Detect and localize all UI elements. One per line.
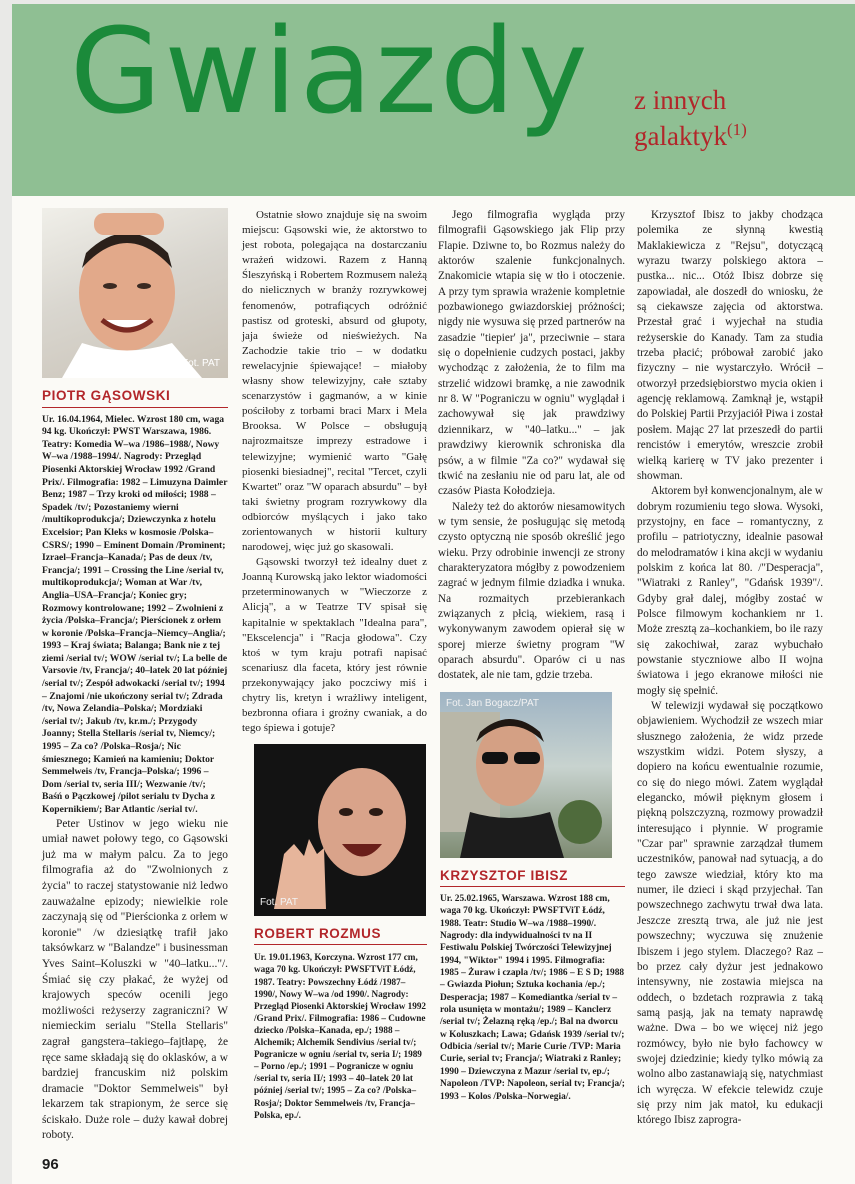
- name-gasowski: PIOTR GĄSOWSKI: [42, 388, 228, 408]
- text-c3-p2: Należy też do aktorów niesamowitych w tym sensie, że posługując się metodą czysto optyczną nie sposób określić jego wieku. Przy odrobinie inwencji ze strony charakteryzatora mógłby z powodzeniem zagrać w jednym filmie dziadka i wnuka. Na rozmaitych przebierankach związanych z płcią, wiekiem, rasą i wykonywanym zawodem opierał się w sporej mierze świetny program "W oparach absurdu". Oparów ci u nas dostatek, ale nie tam, gdzie trzeba.: [438, 500, 625, 682]
- text-c2-p1: Ostatnie słowo znajduje się na swoim miejscu: Gąsowski wie, że aktorstwo to jest robota, polegająca na dostarczaniu wrażeń widzowi. Razem z Hanną Śleszyńską i Robertem Rozmusem należą do nielicznych w branży rozrywkowej fenomenów, potrafiących odróżnić pastisz od groteski, absurd od głupoty, jaja świeże od nieświeżych. Na Zachodzie takie trio – w dodatku rewelacyjnie śpiewające! – miałoby własny show telewizyjny, całe sztaby scenarzystów i gagmanów, a w kinie pościłoby z torbami braci Marx i Mela Brooksa. W Polsce – obsługują najrozmaitsze imprezy estradowe i telewizyjne; wymienić warto "Gałę piosenki biesiadnej", recital "Tercet, czyli Kwartet" oraz "W oparach absurdu" – był taki świetny program rozrywkowy dla odbiorców myślących i jako tako zorientowanych w historii kultury narodowej, więc już go skasowali.: [242, 209, 427, 554]
- column-2: [242, 208, 427, 1121]
- portrait-gasowski: [42, 208, 228, 378]
- header-band: [12, 4, 855, 196]
- subtitle-footnote: (1): [726, 120, 747, 140]
- column-4: [637, 208, 823, 1129]
- text-c4-p2: Aktorem był konwencjonalnym, ale w dobrym rozumieniu tego słowa. Wysoki, przystojny, en face – romantyczny, z profilu – patriotyczny, idealnie pasował do melodramatów i kina akcji w wydaniu polskim z końca lat 80. /"Desperacja", "Wiatraki z Ranley", "Gdańsk 1939"/. Gdyby grał dalej, mógłby zostać w Polsce filmowym kochankiem nr 1. Może zresztą za–kochankiem, bo ile razy się zakochiwał, zaraz wybuchało powstanie styczniowe albo II wojna światowa i jego ekranowe miłości nie mogły się spełnić.: [637, 485, 823, 697]
- bio-gasowski: Ur. 16.04.1964, Mielec. Wzrost 180 cm, waga 94 kg. Ukończył: PWST Warszawa, 1986. Teatry: Komedia W–wa /1986–1988/, Nowy W–wa /1988–1994/. Nagrody: Przegląd Piosenki Aktorskiej Wrocław 1992 /Grand Prix/. Filmografia: 1982 – Limuzyna Daimler Benz; 1987 – Trzy kroki od miłości; 1988 – Spadek /tv/; Pozostaniemy wierni /multikoprodukcja/; Dziewczynka z hotelu Excelsior; Pan Kleks w kosmosie /Polska–CSRS/; 1990 – Eminent Domain /Prominent; Izrael–Francja–Kanada/; Pas de deux /tv, Francja/; 1991 – Crossing the Line /serial tv, multikoprodukcja/; Woman at War /tv, Anglia–USA–Francja/; Koniec gry; Rozmowy kontrolowane; 1992 – Zwolnieni z życia /Polska–Francja/; Pierścionek z orłem w koronie /Polska–Francja–Niemcy–Anglia/; 1993 – Kraj świata; Balanga; Bank nie z tej ziemi /serial tv/; WOW /serial tv/; La belle de Varsovie /tv, Francja/; 40–latek 20 lat później /serial tv/; Zespół adwokacki /serial tv/; 1994 – Znajomi /nie ukończony serial tv/; Zdrada /tv, Nowa Zelandia–Polska/; Mordziaki /serial tv/; Jakub /tv, kr.m./; Przygody Joanny; Stella Stellaris /serial tv, Niemcy/; 1995 – Za co? /Polska–Rosja/; Nic śmiesznego; Kamień na kamieniu; Doktor Semmelweis /tv, Francja–Polska/; 1996 – Dom /serial tv, seria III/; Wezwanie /tv/; Baśń o Pączkowej /pilot serialu tv Dycha z Kopernikiem/; Bar Atlantic /serial tv/.: [42, 413, 228, 815]
- column-3: [438, 208, 625, 1103]
- portrait-ibisz: [440, 692, 612, 858]
- text-c4-p1: Krzysztof Ibisz to jakby chodząca polemika ze słynną kwestią Maklakiewicza z "Rejsu", dotyczącą wyrazu twarzy polskiego aktora – pustka... nic... Otóż Ibisz dobrze się zapowiadał, ale doszedł do wniosku, że są ciekawsze zajęcia od aktorstwa. Przestał grać i wyjechał na studia reżyserskie do Kanady. Tam za studia trzeba płacić; próbował zarobić jako fizyczny – nie wystarczyło. Wrócił – otworzył przedsiębiorstwo mycia okien i agencję reklamową. Zamknął je, wstąpił do Polskiej Partii Przyjaciół Piwa i został posłem. Mając 27 lat przeszedł do partii rencistów i emerytów, wreszcie zrobił wielką karierę w TV jako prezenter i showman.: [637, 209, 823, 482]
- page-number: 96: [42, 1156, 59, 1173]
- photo-credit-ibisz: Fot. Jan Bogacz/PAT: [446, 697, 540, 709]
- text-c3-p1: Jego filmografia wygląda przy filmografii Gąsowskiego jak Flip przy Flapie. Dziwne to, bo Rozmus należy do aktorów szalenie funkcjonalnych. Znakomicie wtapia się w tło i otoczenie. A przy tym sprawia wrażenie kompletnie pozbawionego gwiazdorskiej próżności; nigdy nie wysuwa się przed partnerów na zasadzie "tiepier' ja", przeciwnie – stara się o dopełnienie cudzych postaci, jakby wychodząc z założenia, że to film ma strzelić widzowi bramkę, a nie zawodnik nr 8. W "Pograniczu w ogniu" wyglądał i zachowywał się jak prawdziwy dziennikarz, w "40–latku..." – jak prawdziwy kierownik schroniska dla psów, a w filmie "Za co?" wydawał się tkwić na zesłaniu nie od paru lat, ale od czasów Piasta Kołodzieja.: [438, 209, 625, 498]
- photo-gasowski: [42, 208, 228, 378]
- column-1: [42, 208, 228, 1144]
- bio-ibisz: Ur. 25.02.1965, Warszawa. Wzrost 188 cm, waga 70 kg. Ukończył: PWSFTViT Łódź, 1988. Teatr: Studio W–wa /1988–1990/. Nagrody: dla indywidualności tv na II Festiwalu Polskiej Twórczości Telewizyjnej 1994, "Wiktor" 1994 i 1995. Filmografia: 1985 – Żuraw i czapla /tv/; 1986 – E S D; 1988 – Gwiazda Piołun; Sztuka kochania /ep./; Desperacja; 1987 – Komediantka /serial tv – rola usunięta w montażu/; 1989 – Kanclerz /serial tv/; Żelazną ręką /ep./; Bal na dworcu w Koluszkach; Lawa; Gdańsk 1939 /serial tv/; Odbicia /serial tv/; Marie Curie /TVP: Maria Curie, serial tv; Francja/; Wiatraki z Ranley; 1990 – Dziewczyna z Mazur /serial tv, ep./; Napoleon /TVP: Napoleon, serial tv; Francja/; 1993 – Kolos /Polska–Norwegia/.: [440, 894, 625, 1102]
- text-c2-p2: Gąsowski tworzył też idealny duet z Joanną Kurowską jako lektor wiadomości przeterminowanych w "Wieczorze z Alicją", a w Teatrze TV spisał się kapitalnie w spektaklach "Idealna para", "Ekscelencja" i "Racja głodowa". Czy ktoś w tym kraju potrafi napisać scenariusz dla faceta, który jest równie przekonywający jako poczciwy miś i chytry lis, kretyn i wrażliwy inteligent, bezbronna ofiara i groźny cwaniak, a do tego śpiewa i gotuje?: [242, 556, 427, 735]
- photo-credit-gasowski: Fot. PAT: [182, 358, 220, 370]
- page-subtitle: [634, 82, 747, 155]
- text-c1-p1: Peter Ustinov w jego wieku nie umiał nawet połowy tego, co Gąsowski już ma w małym palcu. Za to jego filmografia aż do "Zwolnionych z życia" to raczej statystowanie niż ledwo zauważalne epizody; niewielkie role zaczynają się od "Pierścionka z orłem w koronie" /w dziesiątkę trafił jako taksówkarz w "Balandze" i businessman Yves Saint–Koluszki w "40–latku..."/. Śmiać się czy płakać, że wyżej od krajowych speców ocenili jego możliwości reżyserzy zagraniczni? W niemieckim serialu "Stella Stellaris" zagrał gangstera–takiego–fajtłapę, że ręce same składają się do oklasków, a w bardziej francuskim niż polskim dramacie "Doktor Semmelweis" był lekarzem tak strapionym, że serce się ściskało. Duże role – duży kawał dobrej roboty.: [42, 817, 228, 1142]
- name-ibisz: KRZYSZTOF IBISZ: [440, 868, 625, 887]
- subtitle-line1: z innych: [634, 85, 727, 115]
- name-rozmus: ROBERT ROZMUS: [254, 926, 427, 945]
- photo-ibisz: [440, 692, 612, 858]
- portrait-rozmus: [254, 744, 426, 916]
- subtitle-line2: galaktyk: [634, 121, 727, 152]
- photo-rozmus: [254, 744, 426, 916]
- magazine-page: [12, 4, 855, 1184]
- bio-rozmus: Ur. 19.01.1963, Korczyna. Wzrost 177 cm, waga 70 kg. Ukończył: PWSFTViT Łódź, 1987. Teatry: Powszechny Łódź /1987–1990/, Nowy W–wa /od 1990/. Nagrody: Przegląd Piosenki Aktorskiej Wrocław 1992 /Grand Prix/. Filmografia: 1986 – Cudowne dziecko /Polska–Kanada, ep./; 1988 – Alchemik; Alchemik Sendivius /serial tv/; Pogranicze w ogniu /serial tv, seria I/; 1989 – Porno /ep./; 1991 – Pogranicze w ogniu /serial tv, seria II/; 1993 – 40–latek 20 lat później /serial tv/; 1995 – Za co? /Polska–Rosja/; Doktor Semmelweis /tv, Francja–Polska, ep./.: [254, 952, 427, 1120]
- text-c4-p3: W telewizji wydawał się początkowo objawieniem. Wychodził ze wszech miar słusznego założenia, że widz przede wszystkim widzi. Potem słyszy, a dopiero na końcu ewentualnie rozumie, co się do niego mówi. Zatem wyglądał elegancko, mówił pięknym głosem i piękną polszczyzną, rozmowy prowadził interesująco i płynnie. W programie "Czar par" sprawnie zarządzał tłumem uczestników, panował nad sytuacją, a do tego zawsze wiedział, który kto ma numer, ile dzieci i skąd przyjechał. Tan powszechnego zachwytu trwał dwa lata. Jeszcze zresztą trwa, ale już nie jest powszechny; wyczuwa się znużenie Ibiszem i jego stylem. Dlaczego? Raz – bo przez cały dyżur jest jednakowo intensywny, nie zostawia miejsca na oddech, o bzdetach rozprawia z taką samą pasją, jak na tematy naprawdę ważne. Dwa – bo we więcej niż jego rozmówcy, było nie było fachowcy w swojej dziedzinie; kiedy tylko mówią za wolno albo zastanawiają się, natychmiast ich wyręcza. W efekcie telewidz czuje się przy nim jak matoł, ku edukacji którego Ibisz zaprogra-: [637, 700, 823, 1127]
- photo-credit-rozmus: Fot. PAT: [260, 897, 298, 909]
- page-title: Gwiazdy: [70, 4, 591, 140]
